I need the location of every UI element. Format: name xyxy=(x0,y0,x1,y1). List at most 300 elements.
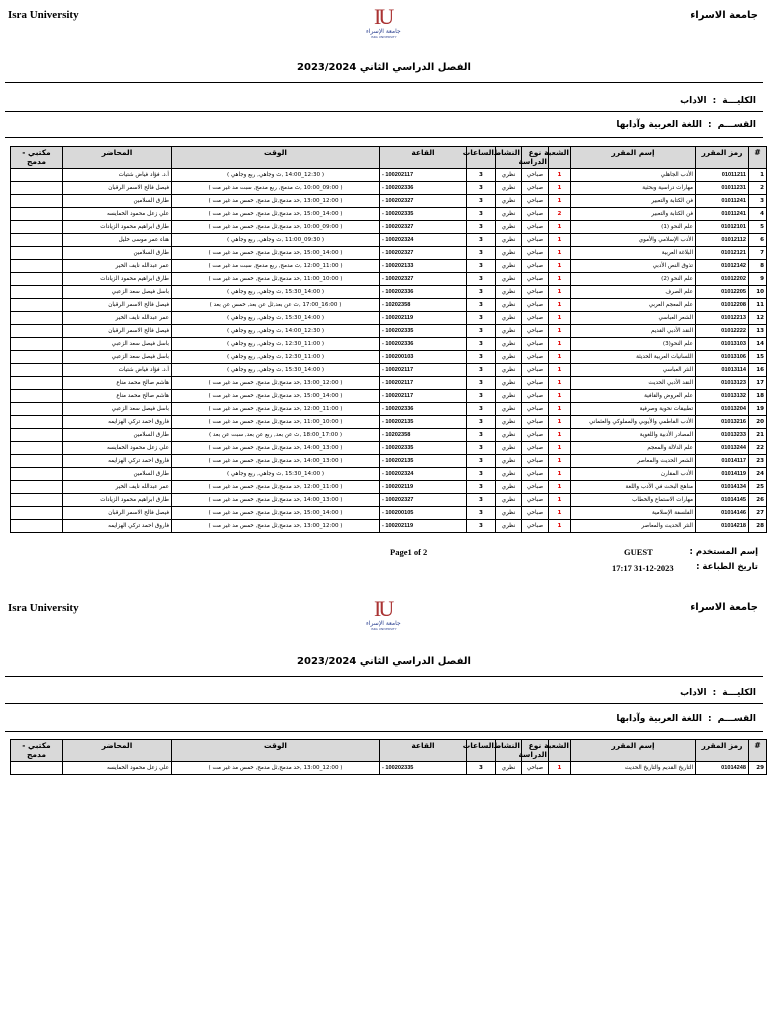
section: 1 xyxy=(549,221,571,234)
activity: نظري xyxy=(496,351,522,364)
activity: نظري xyxy=(496,169,522,182)
course-code: 01013244 xyxy=(696,442,749,455)
study-type: صباحي xyxy=(522,260,549,273)
room: 100200105 - xyxy=(380,507,467,520)
user-value: GUEST xyxy=(624,547,653,557)
course-code: 01012101 xyxy=(696,221,749,234)
course-name: علم النحو(3) xyxy=(571,338,696,351)
row-number: 19 xyxy=(749,403,767,416)
schedule-time: ( 12:30_14:00 ,ث وجاهي, ربع وجاهي ) xyxy=(172,169,380,182)
col-header-study-type: نوع الدراسة xyxy=(522,740,549,762)
course-code: 01014117 xyxy=(696,455,749,468)
department-label: القســـم xyxy=(717,714,756,724)
activity: نظري xyxy=(496,762,522,775)
course-name: علم النحو (1) xyxy=(571,221,696,234)
activity: نظري xyxy=(496,390,522,403)
blended-flag xyxy=(11,338,63,351)
room: 100202335 - xyxy=(380,325,467,338)
room: 100202336 - xyxy=(380,403,467,416)
col-header-course-code: رمز المقرر xyxy=(696,740,749,762)
user-label: إسم المستخدم : xyxy=(689,547,758,557)
faculty-value: الاداب xyxy=(680,688,707,698)
course-name: فن الكتابة والتعبير xyxy=(571,195,696,208)
faculty-row xyxy=(680,96,756,106)
credit-hours: 3 xyxy=(467,442,496,455)
instructor: باسل فيصل سعد الزعبي xyxy=(63,338,172,351)
table-row xyxy=(11,481,767,494)
course-code: 01013123 xyxy=(696,377,749,390)
row-number: 23 xyxy=(749,455,767,468)
instructor: فيصل فالح الاسمر الرقبان xyxy=(63,182,172,195)
faculty-separator: : xyxy=(712,96,717,106)
table-row xyxy=(11,429,767,442)
table-row xyxy=(11,286,767,299)
study-type: صباحي xyxy=(522,762,549,775)
row-number: 28 xyxy=(749,520,767,533)
course-name: اللسانيات العربية الحديثة xyxy=(571,351,696,364)
course-name: الأدب الجاهلي xyxy=(571,169,696,182)
study-type: صباحي xyxy=(522,208,549,221)
section: 1 xyxy=(549,762,571,775)
blended-flag xyxy=(11,468,63,481)
table-row xyxy=(11,325,767,338)
study-type: صباحي xyxy=(522,325,549,338)
table-row xyxy=(11,455,767,468)
col-header-blended: مكتبي - مدمج xyxy=(11,147,63,169)
study-type: صباحي xyxy=(522,234,549,247)
course-name: الشعر العباسي xyxy=(571,312,696,325)
col-header-time: الوقت xyxy=(172,147,380,169)
study-type: صباحي xyxy=(522,351,549,364)
credit-hours: 3 xyxy=(467,273,496,286)
credit-hours: 3 xyxy=(467,416,496,429)
table-row xyxy=(11,169,767,182)
instructor: طارق ابراهيم محمود الزيادات xyxy=(63,273,172,286)
col-header-study-type: نوع الدراسة xyxy=(522,147,549,169)
blended-flag xyxy=(11,364,63,377)
blended-flag xyxy=(11,455,63,468)
course-code: 01012112 xyxy=(696,234,749,247)
schedule-time: ( 09:30_11:00 ,ث وجاهي, ربع وجاهي ) xyxy=(172,234,380,247)
activity: نظري xyxy=(496,234,522,247)
blended-flag xyxy=(11,195,63,208)
table-row xyxy=(11,273,767,286)
section: 1 xyxy=(549,286,571,299)
faculty-label: الكليـــة xyxy=(722,688,756,698)
credit-hours: 3 xyxy=(467,507,496,520)
course-code: 01012222 xyxy=(696,325,749,338)
print-date-value: 17:17 31-12-2023 xyxy=(612,563,674,573)
course-code: 01014145 xyxy=(696,494,749,507)
course-code: 01011231 xyxy=(696,182,749,195)
room: 100202119 - xyxy=(380,312,467,325)
activity: نظري xyxy=(496,403,522,416)
blended-flag xyxy=(11,429,63,442)
table-row xyxy=(11,338,767,351)
course-name: علم الدلالة والمعجم xyxy=(571,442,696,455)
table-row xyxy=(11,234,767,247)
blended-flag xyxy=(11,442,63,455)
table-row xyxy=(11,468,767,481)
row-number: 22 xyxy=(749,442,767,455)
instructor: طارق السلامين xyxy=(63,195,172,208)
row-number: 27 xyxy=(749,507,767,520)
instructor: طارق ابراهيم محمود الزيادات xyxy=(63,221,172,234)
section: 1 xyxy=(549,325,571,338)
course-code: 01013216 xyxy=(696,416,749,429)
instructor: طارق ابراهيم محمود الزيادات xyxy=(63,494,172,507)
credit-hours: 3 xyxy=(467,364,496,377)
study-type: صباحي xyxy=(522,442,549,455)
study-type: صباحي xyxy=(522,403,549,416)
semester-title: الفصل الدراسي الثاني 2023/2024 xyxy=(297,62,471,73)
col-header-course-name: إسم المقرر xyxy=(571,740,696,762)
instructor: أ.د. فؤاد فياض شتيات xyxy=(63,169,172,182)
faculty-separator: : xyxy=(712,688,717,698)
university-logo xyxy=(365,596,405,632)
room: 100202119 - xyxy=(380,520,467,533)
table-row xyxy=(11,364,767,377)
room: 100202324 - xyxy=(380,468,467,481)
section: 1 xyxy=(549,195,571,208)
activity: نظري xyxy=(496,429,522,442)
room: 10202358 - xyxy=(380,299,467,312)
study-type: صباحي xyxy=(522,416,549,429)
activity: نظري xyxy=(496,338,522,351)
section: 1 xyxy=(549,520,571,533)
logo-english-text: ISRA UNIVERSITY xyxy=(371,627,397,631)
instructor: باسل فيصل سعد الزعبي xyxy=(63,286,172,299)
blended-flag xyxy=(11,182,63,195)
course-name: النقد الأدبي الحديث xyxy=(571,377,696,390)
schedule-time: ( 13:00_14:00 ,حد مدمج,ثل مدمج, خمس مد غير مت ) xyxy=(172,442,380,455)
course-code: 01011241 xyxy=(696,208,749,221)
row-number: 11 xyxy=(749,299,767,312)
section: 1 xyxy=(549,507,571,520)
row-number: 26 xyxy=(749,494,767,507)
credit-hours: 3 xyxy=(467,312,496,325)
activity: نظري xyxy=(496,455,522,468)
course-name: الفلسفة الإسلامية xyxy=(571,507,696,520)
course-name: الأدب الإسلامي والأموي xyxy=(571,234,696,247)
study-type: صباحي xyxy=(522,494,549,507)
schedule-time: ( 11:00_12:00 ,حد مدمج,ثل مدمج, خمس مد غير مت ) xyxy=(172,481,380,494)
study-type: صباحي xyxy=(522,247,549,260)
credit-hours: 3 xyxy=(467,520,496,533)
table-header-row xyxy=(11,740,767,762)
course-name: فن الكتابة والتعبير xyxy=(571,208,696,221)
activity: نظري xyxy=(496,312,522,325)
instructor: طارق السلامين xyxy=(63,247,172,260)
credit-hours: 3 xyxy=(467,195,496,208)
activity: نظري xyxy=(496,442,522,455)
header-divider xyxy=(5,676,763,677)
faculty-divider xyxy=(5,111,763,112)
credit-hours: 3 xyxy=(467,325,496,338)
activity: نظري xyxy=(496,468,522,481)
schedule-time: ( 14:00_15:00 ,حد مدمج,ثل مدمج, خمس مد غير مت ) xyxy=(172,247,380,260)
activity: نظري xyxy=(496,208,522,221)
course-code: 01012142 xyxy=(696,260,749,273)
blended-flag xyxy=(11,390,63,403)
course-code: 01012208 xyxy=(696,299,749,312)
credit-hours: 3 xyxy=(467,208,496,221)
page-number: Page1 of 2 xyxy=(390,547,428,557)
table-row xyxy=(11,762,767,775)
department-row xyxy=(616,714,756,724)
table-row xyxy=(11,195,767,208)
row-number: 3 xyxy=(749,195,767,208)
col-header-section: الشعبة xyxy=(549,147,571,169)
course-code: 01013132 xyxy=(696,390,749,403)
course-code: 01014218 xyxy=(696,520,749,533)
col-header-blended: مكتبي - مدمج xyxy=(11,740,63,762)
room: 100202117 - xyxy=(380,364,467,377)
university-name-ar: جامعة الاسراء xyxy=(690,602,758,613)
room: 100202117 - xyxy=(380,169,467,182)
instructor: علي زعل محمود الخمايسه xyxy=(63,442,172,455)
schedule-time: ( 14:00_15:30 ,ث وجاهي, ربع وجاهي ) xyxy=(172,364,380,377)
schedule-time: ( 10:00_11:00 ,حد مدمج,ثل مدمج, خمس مد غير مت ) xyxy=(172,416,380,429)
study-type: صباحي xyxy=(522,481,549,494)
course-name: مهارات الاستماع والخطاب xyxy=(571,494,696,507)
row-number: 20 xyxy=(749,416,767,429)
credit-hours: 3 xyxy=(467,182,496,195)
row-number: 17 xyxy=(749,377,767,390)
course-name: علم العروض والقافية xyxy=(571,390,696,403)
instructor: طارق السلامين xyxy=(63,468,172,481)
room: 10202358 - xyxy=(380,429,467,442)
activity: نظري xyxy=(496,494,522,507)
schedule-time: ( 12:30_14:00 ,ث وجاهي, ربع وجاهي ) xyxy=(172,325,380,338)
col-header-instructor: المحاضر xyxy=(63,147,172,169)
section: 1 xyxy=(549,338,571,351)
col-header-time: الوقت xyxy=(172,740,380,762)
table-row xyxy=(11,299,767,312)
table-row xyxy=(11,221,767,234)
study-type: صباحي xyxy=(522,507,549,520)
instructor: علي زعل محمود الخمايسه xyxy=(63,208,172,221)
section: 1 xyxy=(549,390,571,403)
room: 100202117 - xyxy=(380,377,467,390)
blended-flag xyxy=(11,377,63,390)
schedule-time: ( 12:00_13:00 ,حد مدمج,ثل مدمج, خمس مد غير مت ) xyxy=(172,520,380,533)
instructor: طارق السلامين xyxy=(63,429,172,442)
schedule-time: ( 14:00_15:00 ,حد مدمج,ثل مدمج, خمس مد غير مت ) xyxy=(172,208,380,221)
course-code: 01012213 xyxy=(696,312,749,325)
credit-hours: 3 xyxy=(467,299,496,312)
section: 1 xyxy=(549,273,571,286)
schedule-time: ( 11:00_12:00 ,ث مدمج, ربع مدمج, سبت مد غير مت ) xyxy=(172,260,380,273)
course-code: 01013114 xyxy=(696,364,749,377)
room: 100202327 - xyxy=(380,494,467,507)
activity: نظري xyxy=(496,325,522,338)
study-type: صباحي xyxy=(522,195,549,208)
study-type: صباحي xyxy=(522,338,549,351)
courses-table xyxy=(10,146,767,533)
blended-flag xyxy=(11,520,63,533)
credit-hours: 3 xyxy=(467,169,496,182)
blended-flag xyxy=(11,507,63,520)
credit-hours: 3 xyxy=(467,494,496,507)
room: 100202327 - xyxy=(380,195,467,208)
blended-flag xyxy=(11,403,63,416)
activity: نظري xyxy=(496,299,522,312)
col-header-activity: النشاط xyxy=(496,740,522,762)
blended-flag xyxy=(11,762,63,775)
room: 100202336 - xyxy=(380,182,467,195)
room: 100202335 - xyxy=(380,208,467,221)
section: 1 xyxy=(549,351,571,364)
logo-english-text: ISRA UNIVERSITY xyxy=(371,35,397,39)
print-date-label: تاريخ الطباعة : xyxy=(696,562,758,572)
table-row xyxy=(11,377,767,390)
schedule-time: ( 14:00_15:00 ,حد مدمج,ثل مدمج, خمس مد غير مت ) xyxy=(172,507,380,520)
section: 1 xyxy=(549,169,571,182)
course-code: 01012202 xyxy=(696,273,749,286)
department-separator: : xyxy=(708,120,712,130)
section: 1 xyxy=(549,442,571,455)
credit-hours: 3 xyxy=(467,762,496,775)
credit-hours: 3 xyxy=(467,351,496,364)
credit-hours: 3 xyxy=(467,234,496,247)
table-row xyxy=(11,247,767,260)
faculty-value: الاداب xyxy=(680,96,707,106)
col-header-number: # xyxy=(749,740,767,762)
blended-flag xyxy=(11,286,63,299)
activity: نظري xyxy=(496,195,522,208)
course-code: 01014119 xyxy=(696,468,749,481)
course-name: المصادر الأدبية واللغوية xyxy=(571,429,696,442)
logo-letters: IU xyxy=(374,4,392,29)
activity: نظري xyxy=(496,364,522,377)
blended-flag xyxy=(11,208,63,221)
credit-hours: 3 xyxy=(467,481,496,494)
activity: نظري xyxy=(496,416,522,429)
department-divider xyxy=(5,137,763,138)
schedule-time: ( 11:00_12:30 ,ث وجاهي, ربع وجاهي ) xyxy=(172,351,380,364)
col-header-hours: الساعات xyxy=(467,740,496,762)
credit-hours: 3 xyxy=(467,247,496,260)
section: 1 xyxy=(549,260,571,273)
course-name: التاريخ القديم والتاريخ الحديث xyxy=(571,762,696,775)
col-header-course-code: رمز المقرر xyxy=(696,147,749,169)
col-header-number: # xyxy=(749,147,767,169)
course-name: الأدب الفاطمي والأيوبي والمملوكي والعثماني xyxy=(571,416,696,429)
instructor: هاشم صالح محمد مناع xyxy=(63,377,172,390)
study-type: صباحي xyxy=(522,390,549,403)
col-header-room: القاعة xyxy=(380,147,467,169)
row-number: 21 xyxy=(749,429,767,442)
blended-flag xyxy=(11,481,63,494)
course-name: علم الصرف xyxy=(571,286,696,299)
department-separator: : xyxy=(708,714,712,724)
activity: نظري xyxy=(496,260,522,273)
section: 1 xyxy=(549,416,571,429)
schedule-time: ( 12:00_13:00 ,حد مدمج,ثل مدمج, خمس مد غير مت ) xyxy=(172,195,380,208)
faculty-label: الكليـــة xyxy=(722,96,756,106)
table-row xyxy=(11,182,767,195)
credit-hours: 3 xyxy=(467,403,496,416)
blended-flag xyxy=(11,416,63,429)
table-row xyxy=(11,403,767,416)
course-name: النثر الحديث والمعاصر xyxy=(571,520,696,533)
study-type: صباحي xyxy=(522,520,549,533)
col-header-course-name: إسم المقرر xyxy=(571,147,696,169)
table-row xyxy=(11,507,767,520)
instructor: باسل فيصل سعد الزعبي xyxy=(63,351,172,364)
course-name: علم النحو (2) xyxy=(571,273,696,286)
department-value: اللغة العربية وآدابها xyxy=(616,714,702,724)
row-number: 15 xyxy=(749,351,767,364)
schedule-time: ( 14:00_15:30 ,ث وجاهي, ربع وجاهي ) xyxy=(172,468,380,481)
instructor: فيصل فالح الاسمر الرقبان xyxy=(63,325,172,338)
activity: نظري xyxy=(496,221,522,234)
department-row xyxy=(616,120,756,130)
university-name-en: Isra University xyxy=(8,602,79,614)
row-number: 25 xyxy=(749,481,767,494)
activity: نظري xyxy=(496,377,522,390)
study-type: صباحي xyxy=(522,299,549,312)
blended-flag xyxy=(11,494,63,507)
instructor: عمر عبدالله نايف الخير xyxy=(63,260,172,273)
credit-hours: 3 xyxy=(467,286,496,299)
schedule-time: ( 09:00_10:00 ,ث مدمج, ربع مدمج, سبت مد غير مت ) xyxy=(172,182,380,195)
university-name-en: Isra University xyxy=(8,9,79,21)
row-number: 16 xyxy=(749,364,767,377)
schedule-time: ( 14:00_15:30 ,ث وجاهي, ربع وجاهي ) xyxy=(172,312,380,325)
study-type: صباحي xyxy=(522,286,549,299)
col-header-hours: الساعات xyxy=(467,147,496,169)
col-header-room: القاعة xyxy=(380,740,467,762)
table-row xyxy=(11,260,767,273)
blended-flag xyxy=(11,247,63,260)
courses-table xyxy=(10,739,767,775)
section: 1 xyxy=(549,494,571,507)
blended-flag xyxy=(11,260,63,273)
table-row xyxy=(11,312,767,325)
course-code: 01013204 xyxy=(696,403,749,416)
section: 1 xyxy=(549,403,571,416)
row-number: 7 xyxy=(749,247,767,260)
table-row xyxy=(11,390,767,403)
logo-arabic-text: جامعة الإسراء xyxy=(366,28,401,35)
room: 100202117 - xyxy=(380,390,467,403)
study-type: صباحي xyxy=(522,273,549,286)
schedule-time: ( 12:00_13:00 ,حد مدمج,ثل مدمج, خمس مد غير مت ) xyxy=(172,762,380,775)
room: 100200103 - xyxy=(380,351,467,364)
blended-flag xyxy=(11,351,63,364)
credit-hours: 3 xyxy=(467,468,496,481)
instructor: هناء عمر موسى خليل xyxy=(63,234,172,247)
study-type: صباحي xyxy=(522,364,549,377)
activity: نظري xyxy=(496,507,522,520)
row-number: 18 xyxy=(749,390,767,403)
course-name: مهارات دراسية وبحثية xyxy=(571,182,696,195)
activity: نظري xyxy=(496,247,522,260)
table-row xyxy=(11,442,767,455)
instructor: فيصل فالح الاسمر الرقبان xyxy=(63,299,172,312)
section: 1 xyxy=(549,182,571,195)
logo-letters: IU xyxy=(374,596,392,621)
activity: نظري xyxy=(496,286,522,299)
room: 100202135 - xyxy=(380,455,467,468)
schedule-time: ( 14:00_15:30 ,ث وجاهي, ربع وجاهي ) xyxy=(172,286,380,299)
faculty-divider xyxy=(5,703,763,704)
blended-flag xyxy=(11,312,63,325)
study-type: صباحي xyxy=(522,468,549,481)
schedule-time: ( 10:00_11:00 ,حد مدمج,ثل مدمج, خمس مد غير مت ) xyxy=(172,273,380,286)
